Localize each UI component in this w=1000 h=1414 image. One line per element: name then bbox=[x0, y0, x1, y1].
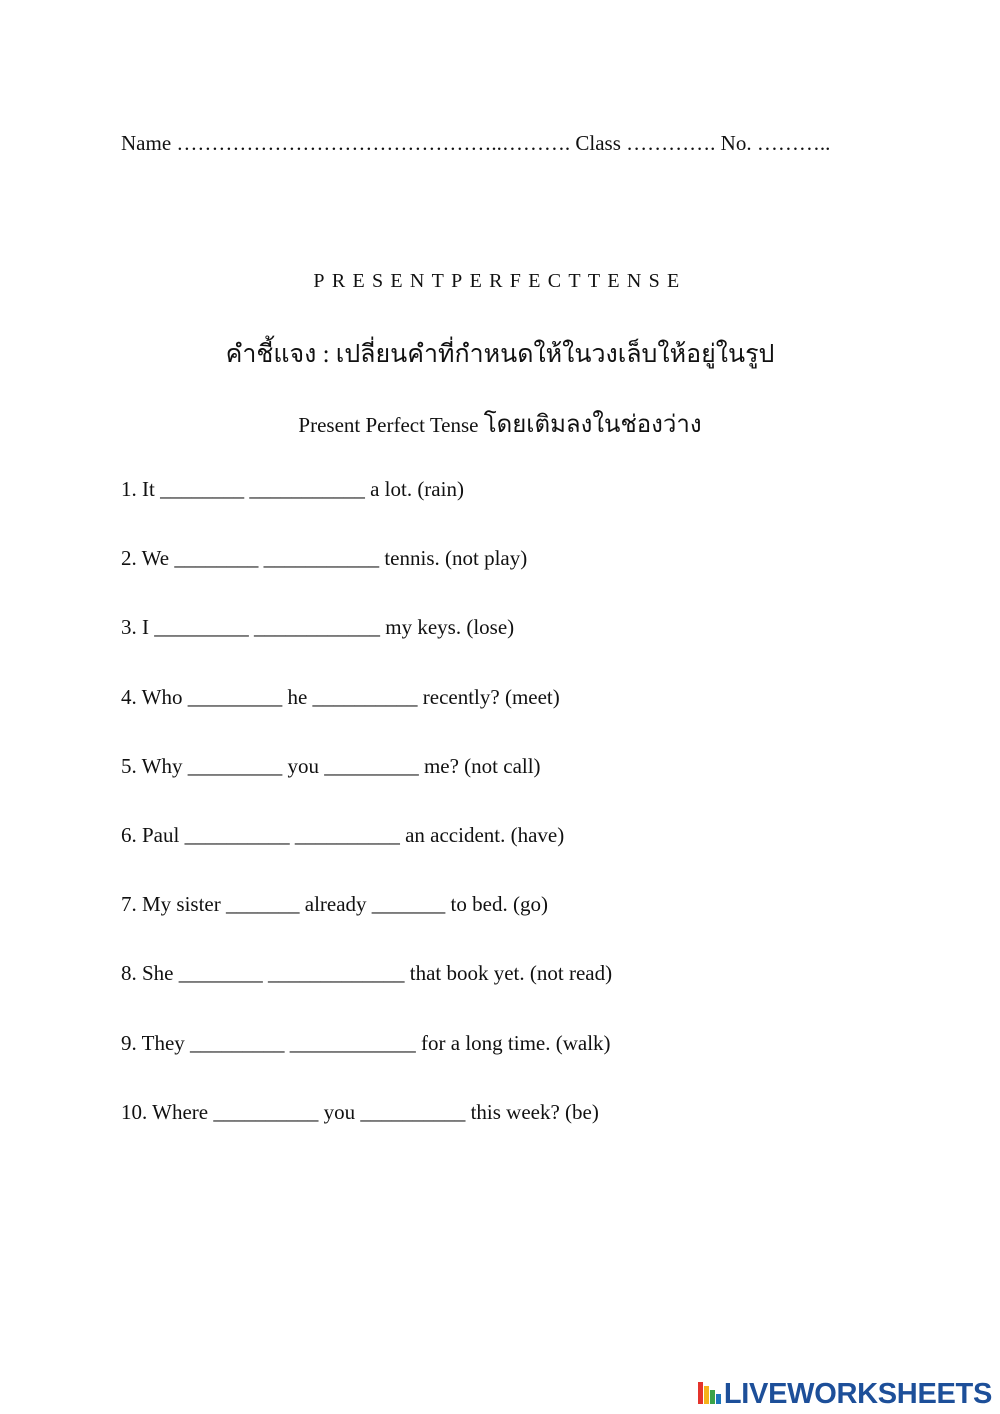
question-6: 6. Paul __________ __________ an accident. (have) bbox=[121, 822, 565, 847]
name-class-number-line: Name ………………………………………..………. Class …………. No. ……….. bbox=[121, 131, 831, 155]
question-4: 4. Who _________ he __________ recently? (meet) bbox=[121, 684, 560, 709]
question-list bbox=[121, 476, 612, 1168]
liveworksheets-logo-text: LIVEWORKSHEETS bbox=[723, 1377, 992, 1410]
liveworksheets-logo bbox=[698, 1374, 992, 1414]
liveworksheets-logo-icon bbox=[698, 1380, 722, 1408]
question-10: 10. Where __________ you __________ this week? (be) bbox=[121, 1099, 599, 1124]
instructions-line-2-english: Present Perfect Tense bbox=[298, 413, 484, 437]
question-2: 2. We ________ ___________ tennis. (not play) bbox=[121, 546, 528, 571]
instructions-line-1: คำชี้แจง : เปลี่ยนคำที่กำหนดให้ในวงเล็บให้อยู่ในรูป bbox=[225, 341, 775, 368]
question-5: 5. Why _________ you _________ me? (not call) bbox=[121, 753, 541, 778]
question-8: 8. She ________ _____________ that book yet. (not read) bbox=[121, 961, 613, 986]
worksheet-title: PRESENTPERFECTTENSE bbox=[313, 270, 687, 292]
instructions-line-2-thai: โดยเติมลงในช่องว่าง bbox=[483, 412, 702, 438]
question-3: 3. I _________ ____________ my keys. (lose) bbox=[121, 615, 515, 640]
question-7: 7. My sister _______ already _______ to bed. (go) bbox=[121, 892, 548, 917]
question-1: 1. It ________ ___________ a lot. (rain) bbox=[121, 477, 464, 501]
instructions-line-2 bbox=[0, 404, 1000, 443]
question-9: 9. They _________ ____________ for a long time. (walk) bbox=[121, 1030, 611, 1055]
